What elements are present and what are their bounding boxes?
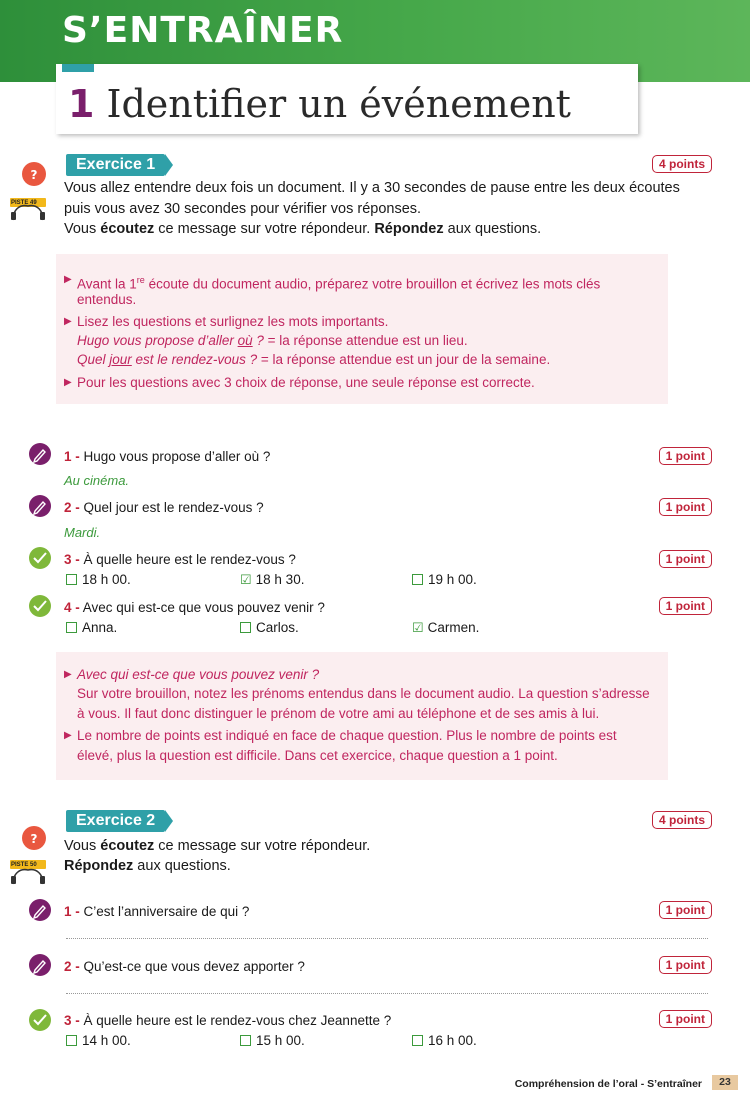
page-number: 23: [712, 1075, 738, 1090]
e1-q4-option-1[interactable]: Anna.: [66, 620, 117, 635]
footer-text: Compréhension de l’oral - S’entraîner: [514, 1078, 702, 1090]
e1-question-3-points: 1 point: [659, 550, 712, 568]
page-title: [68, 82, 571, 126]
e2-question-2-points: 1 point: [659, 956, 712, 974]
svg-text:?: ?: [30, 168, 38, 182]
tip-1-cont: entendus.: [77, 292, 137, 307]
checkbox-icon: [66, 622, 77, 633]
tip2-a3: à vous. Il faut donc distinguer le prénom de votre ami au téléphone et de ses amis à lui.: [77, 706, 600, 721]
exercise-1-points: 4 points: [652, 155, 712, 173]
headphones-icon: [8, 158, 48, 222]
exercise-1-badge: Exercice 1: [66, 154, 165, 176]
tip2-a2: Sur votre brouillon, notez les prénoms entendus dans le document audio. La question s’adresse: [77, 686, 650, 701]
e2-question-1: 1 - C’est l’anniversaire de qui ?: [64, 904, 250, 919]
e1-question-4-points: 1 point: [659, 597, 712, 615]
exercise-2-badge: Exercice 2: [66, 810, 165, 832]
tip2-a1: ▶ Avec qui est-ce que vous pouvez venir ?: [64, 667, 320, 682]
e1-q3-option-1[interactable]: 18 h 00.: [66, 572, 131, 587]
exercise-2-line-2: Répondez aux questions.: [64, 858, 231, 874]
checked-checkbox-icon: ☑: [412, 620, 424, 635]
exercise-1-intro-2: puis vous avez 30 secondes pour vérifier vos réponses.: [64, 201, 422, 217]
answer-line-1[interactable]: [66, 938, 708, 939]
e1-question-1: 1 - Hugo vous propose d’aller où ?: [64, 449, 271, 464]
tip-4: Quel jour est le rendez-vous ? = la réponse attendue est un jour de la semaine.: [77, 352, 551, 367]
exercise-1-instruction: Vous écoutez ce message sur votre répondeur. Répondez aux questions.: [64, 221, 542, 237]
e1-q4-option-3[interactable]: ☑ Carmen.: [412, 620, 480, 635]
e2-question-2: 2 - Qu’est-ce que vous devez apporter ?: [64, 959, 305, 974]
pencil-icon: [28, 494, 52, 524]
checkbox-icon: [240, 1035, 251, 1046]
checkbox-icon: [412, 574, 423, 585]
e2-question-3: 3 - À quelle heure est le rendez-vous chez Jeannette ?: [64, 1013, 392, 1028]
e1-question-2-points: 1 point: [659, 498, 712, 516]
e1-question-4: 4 - Avec qui est-ce que vous pouvez venir ?: [64, 600, 325, 615]
exercise-1-intro-1: Vous allez entendre deux fois un document. Il y a 30 secondes de pause entre les deux écoutes: [64, 180, 680, 196]
piste-label: PISTE 50: [11, 862, 37, 868]
e1-question-1-points: 1 point: [659, 447, 712, 465]
checkmark-icon: [28, 546, 52, 576]
e1-q4-option-2[interactable]: Carlos.: [240, 620, 299, 635]
title-tab: [62, 64, 94, 72]
piste-label: PISTE 49: [11, 200, 37, 206]
tip-1: ▶ Avant la 1re écoute du document audio, préparez votre brouillon et écrivez les mots clés: [64, 274, 601, 292]
e2-question-1-points: 1 point: [659, 901, 712, 919]
checked-checkbox-icon: ☑: [240, 572, 252, 587]
tip-3: Hugo vous propose d’aller où ? = la réponse attendue est un lieu.: [77, 333, 468, 348]
title-number: 1: [68, 82, 95, 126]
checkbox-icon: [240, 622, 251, 633]
pencil-icon: [28, 953, 52, 983]
exercise-2-line-1: Vous écoutez ce message sur votre répondeur.: [64, 838, 371, 854]
checkmark-icon: [28, 1008, 52, 1038]
e2-q3-option-3[interactable]: 16 h 00.: [412, 1033, 477, 1048]
section-title: S’ENTRAÎNER: [62, 10, 344, 51]
e1-answer-1: Au cinéma.: [64, 473, 130, 488]
svg-text:?: ?: [30, 832, 38, 846]
title-label: Identifier un événement: [106, 82, 571, 126]
e2-q3-option-1[interactable]: 14 h 00.: [66, 1033, 131, 1048]
exercise-2-points: 4 points: [652, 811, 712, 829]
e1-question-2: 2 - Quel jour est le rendez-vous ?: [64, 500, 264, 515]
e2-question-3-points: 1 point: [659, 1010, 712, 1028]
tip2-b1: ▶ Le nombre de points est indiqué en face de chaque question. Plus le nombre de points est: [64, 728, 617, 743]
e1-q3-option-2[interactable]: ☑ 18 h 30.: [240, 572, 305, 587]
tip-2: ▶ Lisez les questions et surlignez les mots importants.: [64, 314, 389, 329]
tip-5: ▶ Pour les questions avec 3 choix de réponse, une seule réponse est correcte.: [64, 375, 535, 390]
e1-question-3: 3 - À quelle heure est le rendez-vous ?: [64, 552, 296, 567]
tip2-b2: élevé, plus la question est difficile. Dans cet exercice, chaque question a 1 point.: [77, 748, 558, 763]
e1-q3-option-3[interactable]: 19 h 00.: [412, 572, 477, 587]
headphones-icon: [8, 822, 48, 886]
answer-line-2[interactable]: [66, 993, 708, 994]
checkmark-icon: [28, 594, 52, 624]
e1-answer-2: Mardi.: [64, 525, 101, 540]
pencil-icon: [28, 442, 52, 472]
checkbox-icon: [66, 1035, 77, 1046]
checkbox-icon: [66, 574, 77, 585]
checkbox-icon: [412, 1035, 423, 1046]
e2-q3-option-2[interactable]: 15 h 00.: [240, 1033, 305, 1048]
pencil-icon: [28, 898, 52, 928]
